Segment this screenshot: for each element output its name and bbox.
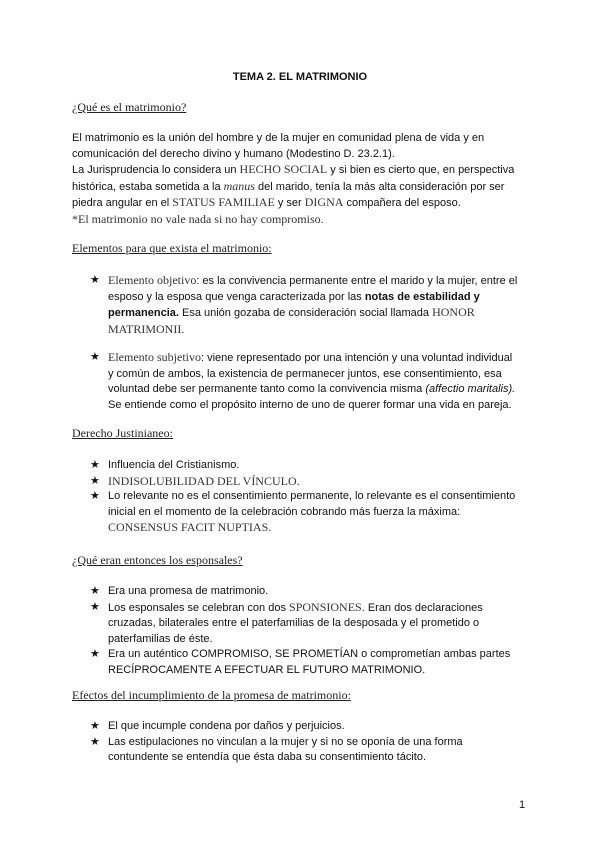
star-bullet-icon: ★	[90, 490, 100, 502]
star-bullet-icon: ★	[90, 459, 100, 471]
section-heading-justinianeo: Derecho Justinianeo:	[72, 426, 173, 440]
text-line	[72, 195, 532, 212]
page-number: 1	[519, 799, 526, 811]
text-line	[108, 273, 540, 290]
section-heading-que-es: ¿Qué es el matrimonio?	[72, 100, 187, 114]
text-run: Esa unión gozaba de consideración social llamada	[178, 307, 433, 319]
star-bullet-icon: ★	[90, 720, 100, 732]
list-item	[90, 350, 540, 413]
text-run: HECHO SOCIAL	[239, 162, 328, 176]
text-run: esposo y la esposa que venga caracterizada por las	[108, 290, 365, 303]
text-run: SPONSIONES	[289, 599, 362, 614]
text-run: y si bien es cierto que, en perspectiva	[327, 164, 515, 176]
text-line	[108, 600, 540, 617]
text-run: permanencia.	[108, 307, 179, 319]
list-item	[90, 458, 540, 474]
text-run: Elemento objetivo	[108, 273, 197, 287]
list-item	[90, 474, 540, 490]
text-line: paterfamilias de éste.	[108, 632, 213, 645]
text-line: Las estipulaciones no vinculan a la mujer y si no se oponía de una forma	[108, 735, 463, 748]
section-heading-efectos: Efectos del incumplimiento de la promesa de matrimonio:	[72, 688, 351, 702]
text-line	[108, 305, 540, 322]
text-line: inicial en el momento de la celebración cobrando más fuerza la máxima:	[108, 505, 461, 518]
text-line	[108, 350, 540, 367]
star-bullet-icon: ★	[90, 600, 100, 613]
text-run: notas de estabilidad y	[364, 290, 480, 303]
text-line: cruzadas, bilaterales entre el paterfamilias de la desposada y el prometido o	[108, 617, 480, 629]
text-line	[108, 290, 540, 306]
text-line: RECÍPROCAMENTE A EFECTUAR EL FUTURO MATRIMONIO.	[108, 663, 426, 676]
definition-paragraph	[72, 131, 532, 227]
text-line: El que incumple condena por daños y perjuicios.	[108, 720, 345, 732]
text-line: Lo relevante no es el consentimiento permanente, lo relevante es el consentimiento	[108, 490, 516, 502]
star-bullet-icon: ★	[90, 274, 100, 286]
list-item	[90, 647, 540, 678]
text-run: y ser	[274, 197, 305, 209]
document-title: TEMA 2. EL MATRIMONIO	[232, 71, 368, 83]
text-line	[108, 382, 540, 398]
text-run: : es la convivencia permanente entre el marido y la mujer, entre el	[196, 275, 518, 287]
text-run: DIGNA	[304, 195, 344, 209]
text-line: y común de ambos, la existencia de permanecer juntos, ese consentimiento, esa	[108, 367, 502, 380]
text-line: contundente se entendía que ésta daba su consentimiento tácito.	[108, 751, 427, 763]
justinianeo-list	[90, 458, 540, 536]
text-run: manus	[223, 178, 255, 193]
text-line: MATRIMONII.	[108, 321, 185, 336]
text-run: (affectio maritalis).	[425, 383, 516, 395]
section-heading-esponsales: ¿Qué eran entonces los esponsales?	[72, 553, 243, 567]
list-item	[90, 600, 540, 648]
note-line: *El matrimonio no vale nada si no hay compromiso.	[72, 211, 324, 226]
text-run: HONOR	[432, 305, 475, 319]
list-item	[90, 735, 540, 766]
text-run: Elemento subjetivo	[108, 350, 201, 364]
text-run: compañera del esposo.	[343, 197, 461, 209]
efectos-list	[90, 719, 540, 766]
list-item	[90, 489, 540, 536]
text-run: : viene representado por una intención y una voluntad individual	[200, 352, 513, 364]
text-line: Era una promesa de matrimonio.	[108, 585, 269, 597]
text-line	[72, 162, 532, 179]
text-line: Era un auténtico COMPROMISO, SE PROMETÍAN o comprometían ambas partes	[108, 648, 511, 660]
text-run: Los esponsales se celebran con dos	[108, 601, 290, 614]
text-run: STATUS FAMILIAE	[172, 195, 275, 209]
text-line: comunicación del derecho divino y humano (Modestino D. 23.2.1).	[72, 147, 395, 160]
text-line: Se entiende como el propósito interno de uno de querer formar una vida en pareja.	[108, 398, 512, 411]
text-line: CONSENSUS FACIT NUPTIAS.	[108, 520, 272, 534]
text-run: del marido, tenía la más alta consideración por ser	[254, 180, 505, 193]
star-bullet-icon: ★	[90, 585, 100, 597]
text-line: El matrimonio es la unión del hombre y de la mujer en comunidad plena de vida y en	[72, 132, 485, 144]
list-item	[90, 273, 540, 337]
star-bullet-icon: ★	[90, 735, 100, 748]
elementos-list	[90, 273, 540, 337]
text-run: . Eran dos declaraciones	[361, 601, 483, 614]
text-line	[72, 179, 532, 196]
star-bullet-icon: ★	[90, 648, 100, 660]
star-bullet-icon: ★	[90, 351, 100, 363]
list-item	[90, 584, 540, 600]
text-line: Influencia del Cristianismo.	[108, 459, 240, 471]
list-item	[90, 719, 540, 735]
star-bullet-icon: ★	[90, 474, 100, 487]
text-line: INDISOLUBILIDAD DEL VÍNCULO.	[108, 473, 300, 488]
elementos-list-2	[90, 350, 540, 413]
text-run: voluntad debe ser permanente tanto como la convivencia misma	[108, 383, 426, 395]
text-run: La Jurisprudencia lo considera un	[72, 164, 240, 176]
section-heading-elementos: Elementos para que exista el matrimonio:	[72, 241, 272, 255]
esponsales-list	[90, 584, 540, 678]
text-run: histórica, estaba sometida a la	[72, 180, 224, 193]
text-run: piedra angular en el	[72, 197, 173, 209]
